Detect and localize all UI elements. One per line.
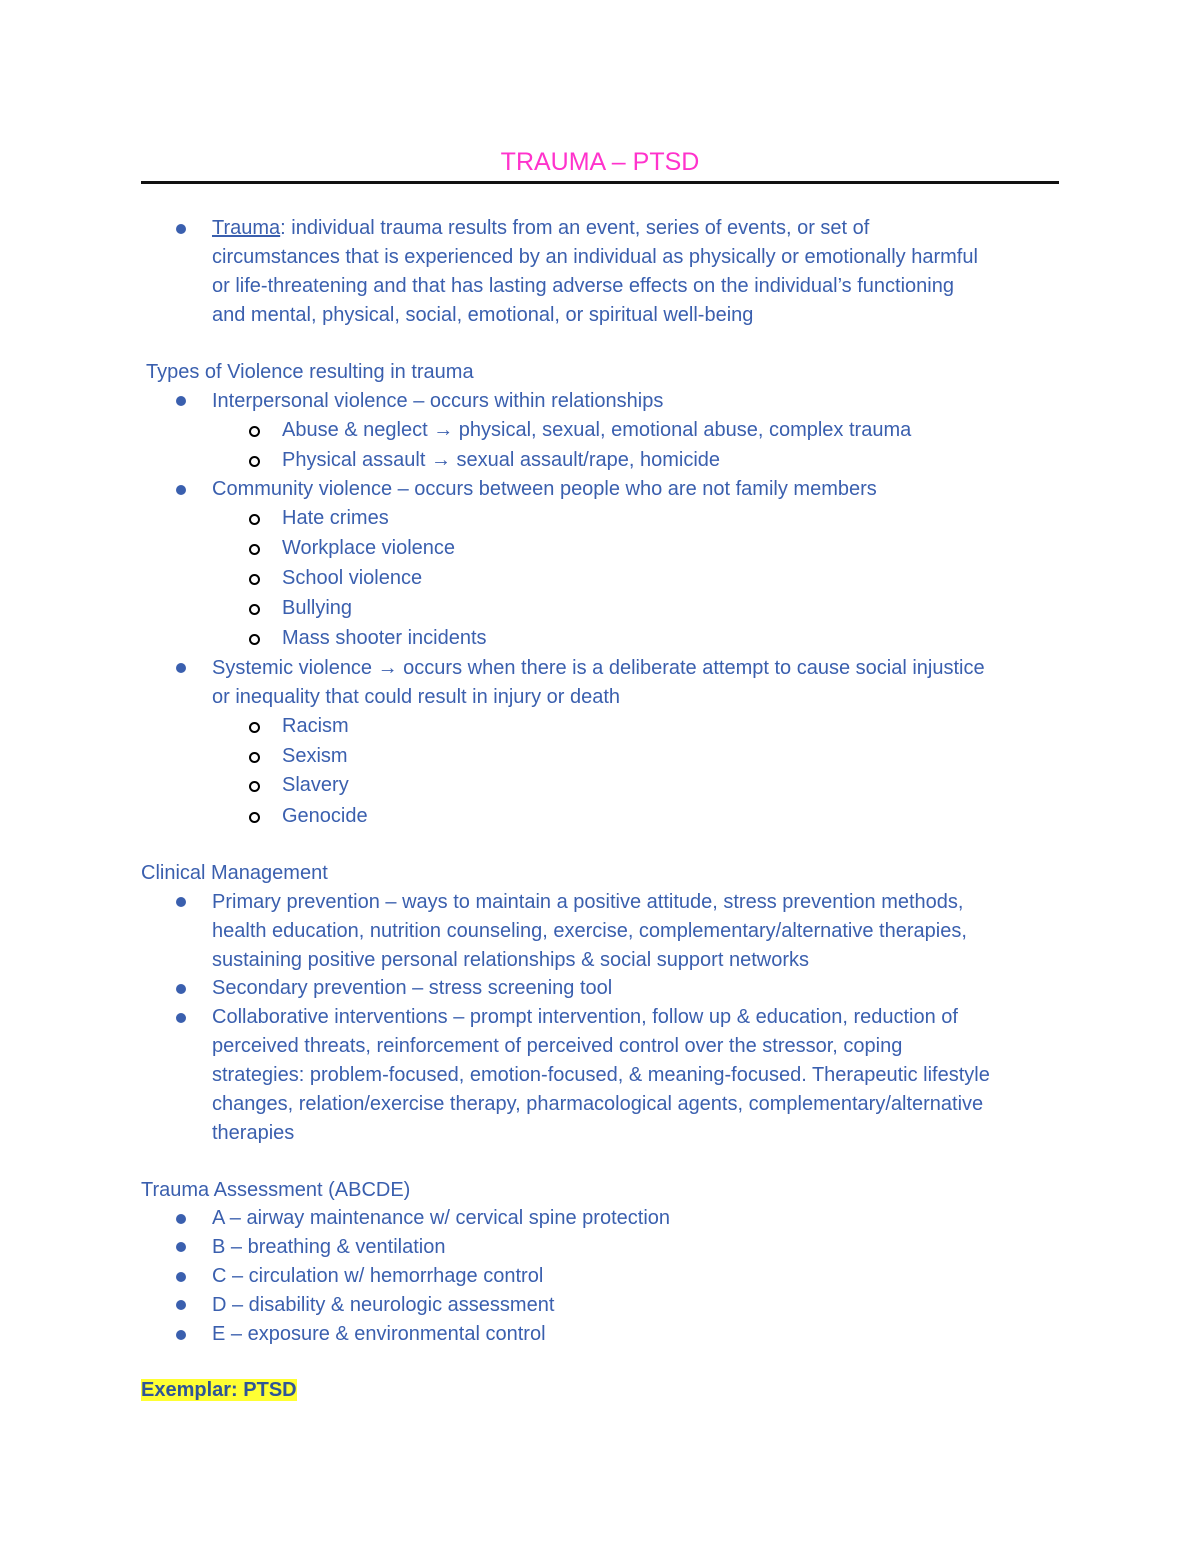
sub-bullet-icon (249, 634, 260, 645)
sub-list-item: Sexism (282, 745, 348, 767)
exemplar-highlight: Exemplar: PTSD (141, 1379, 297, 1401)
list-item-continuation: therapies (212, 1122, 295, 1144)
trauma-definition-line: and mental, physical, social, emotional, or spiritual well-being (212, 304, 754, 326)
list-item: Secondary prevention – stress screening tool (212, 977, 613, 999)
bullet-icon (176, 396, 186, 406)
sub-bullet-icon (249, 544, 260, 555)
sub-list-item: Physical assault → sexual assault/rape, homicide (282, 449, 721, 471)
sub-bullet-icon (249, 574, 260, 585)
sub-bullet-icon (249, 812, 260, 823)
sub-list-item: Workplace violence (282, 537, 456, 559)
bullet-icon (176, 1242, 186, 1252)
exemplar-heading (141, 1377, 297, 1403)
bullet-icon (176, 1330, 186, 1340)
page-title: TRAUMA – PTSD (500, 148, 700, 176)
sub-bullet-icon (249, 604, 260, 615)
arrow-icon: → (433, 419, 454, 441)
list-item: E – exposure & environmental control (212, 1323, 546, 1345)
sub-bullet-icon (249, 781, 260, 792)
list-item-continuation: strategies: problem-focused, emotion-focused, & meaning-focused. Therapeutic lifestyle (212, 1064, 990, 1086)
sub-bullet-icon (249, 722, 260, 733)
bullet-icon (176, 984, 186, 994)
section-heading: Types of Violence resulting in trauma (146, 361, 474, 383)
bullet-icon (176, 663, 186, 673)
list-item: D – disability & neurologic assessment (212, 1294, 555, 1316)
list-item: Interpersonal violence – occurs within relationships (212, 390, 664, 412)
list-item: Primary prevention – ways to maintain a positive attitude, stress prevention methods, (212, 891, 964, 913)
list-item: Collaborative interventions – prompt intervention, follow up & education, reduction of (212, 1006, 958, 1028)
arrow-icon: → (377, 657, 398, 679)
section-heading: Clinical Management (141, 862, 328, 884)
list-item: C – circulation w/ hemorrhage control (212, 1265, 544, 1287)
bullet-icon (176, 1214, 186, 1224)
sub-list-item: Hate crimes (282, 507, 389, 529)
trauma-definition-line: circumstances that is experienced by an individual as physically or emotionally harmful (212, 246, 978, 268)
sub-bullet-icon (249, 456, 260, 467)
list-item: Community violence – occurs between people who are not family members (212, 478, 877, 500)
trauma-definition-line: or life-threatening and that has lasting adverse effects on the individual’s functioning (212, 275, 954, 297)
sub-list-item: Bullying (282, 597, 353, 619)
bullet-icon (176, 224, 186, 234)
list-item-continuation: perceived threats, reinforcement of perceived control over the stressor, coping (212, 1035, 903, 1057)
bullet-icon (176, 485, 186, 495)
list-item: B – breathing & ventilation (212, 1236, 446, 1258)
bullet-icon (176, 1300, 186, 1310)
trauma-definition-line: Trauma: individual trauma results from an event, series of events, or set of (212, 217, 870, 239)
list-item-continuation: or inequality that could result in injury or death (212, 686, 621, 708)
sub-list-item: Racism (282, 715, 349, 737)
list-item-continuation: health education, nutrition counseling, exercise, complementary/alternative therapies, (212, 920, 967, 942)
sub-list-item: Genocide (282, 805, 368, 827)
bullet-icon (176, 1272, 186, 1282)
sub-list-item: School violence (282, 567, 423, 589)
arrow-icon: → (430, 449, 451, 471)
title-divider (141, 181, 1059, 184)
sub-bullet-icon (249, 752, 260, 763)
sub-list-item: Mass shooter incidents (282, 627, 487, 649)
list-item: A – airway maintenance w/ cervical spine protection (212, 1207, 671, 1229)
list-item-continuation: sustaining positive personal relationships & social support networks (212, 949, 809, 971)
sub-list-item: Abuse & neglect → physical, sexual, emotional abuse, complex trauma (282, 419, 912, 441)
section-heading: Trauma Assessment (ABCDE) (141, 1179, 411, 1201)
sub-list-item: Slavery (282, 774, 349, 796)
list-item: Systemic violence → occurs when there is a deliberate attempt to cause social injustice (212, 657, 985, 679)
list-item-continuation: changes, relation/exercise therapy, pharmacological agents, complementary/alternative (212, 1093, 984, 1115)
bullet-icon (176, 1013, 186, 1023)
bullet-icon (176, 897, 186, 907)
trauma-term: Trauma (212, 217, 281, 239)
sub-bullet-icon (249, 514, 260, 525)
sub-bullet-icon (249, 426, 260, 437)
